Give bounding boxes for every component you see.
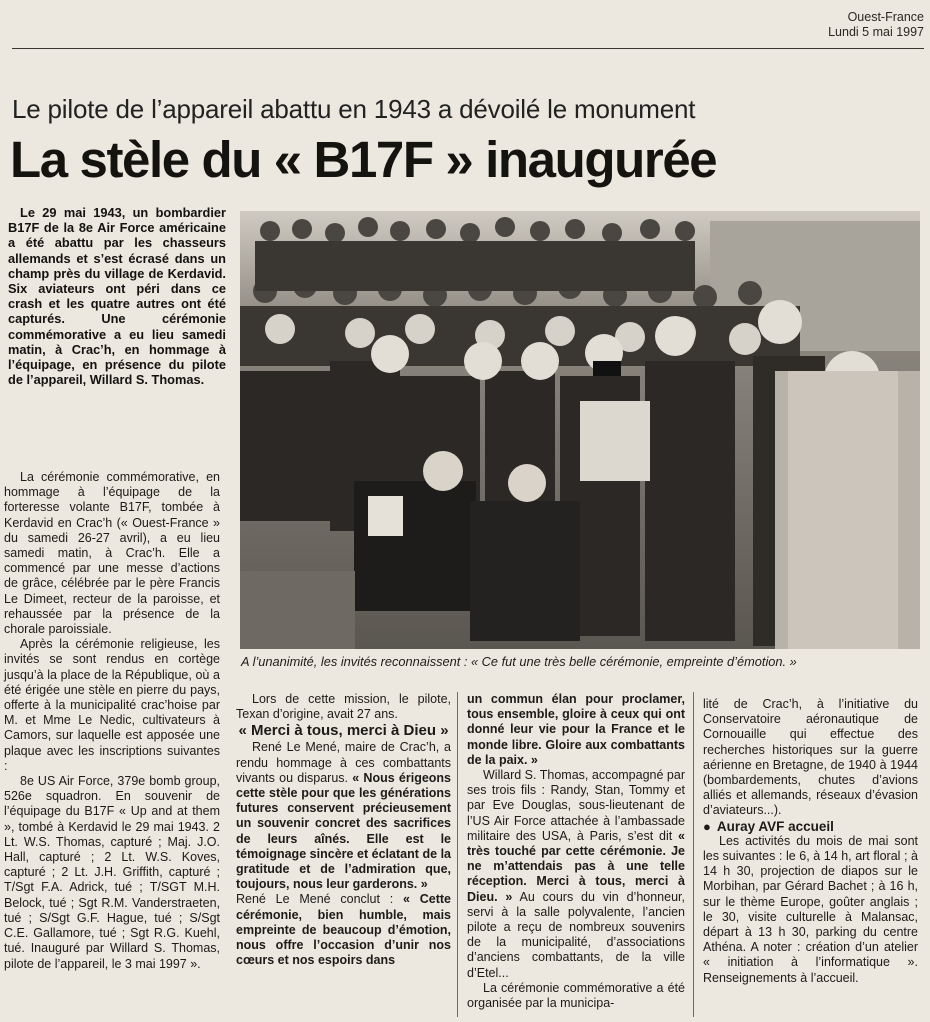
paragraph: Lors de cette mission, le pilote, Texan d’origine, avait 27 ans. [236,692,451,722]
article-column-1 [4,470,220,972]
headline: La stèle du « B17F » inaugurée [10,131,717,188]
quote-text: « Cette cérémonie, bien humble, mais empreinte de beaucoup d’émotion, nous offre l’occasion d’unir nos cœurs et nos espoirs dans [236,892,451,968]
paragraph: La cérémonie commémorative, en hommage à l’équipage de la forteresse volante B17F, tombée à Kerdavid en Crac’h (« Ouest-France » du samedi 26-27 avril), a eu lieu samedi matin, à Crac’h. Elle a commencé par une messe d’actions de grâce, célébrée par le père Francis Le Dimeet, recteur de la paroisse, et rehaussée par la présence de la chorale paroissiale. [4,470,220,637]
quote-text: « Nous érigeons cette stèle pour que les générations futures conservent précieusement un souvenir concret des sacrifices de leurs aînés. Elle est le témoignage sincère et éclatant de la gratitude et de l’admiration que, toujours, nous leur garderons. » [236,770,452,892]
subheading: « Merci à tous, merci à Dieu » [238,722,449,740]
top-rule [12,48,924,49]
column-divider [693,692,694,1017]
text-run: René Le Mené, maire de Crac’h, a rendu hommage à ces combattants vivants ou disparus. [236,740,451,785]
brief-title: Auray AVF accueil [716,818,834,834]
paragraph: La cérémonie commémorative a été organisée par la municipa- [467,980,685,1011]
paragraph: Les activités du mois de mai sont les suivantes : le 6, à 14 h, art floral ; à 14 h 30, projection de diapos sur le Morbihan, par Gérard Bachet ; à 16 h, sur le thème Europe, goûter anglais ; le 30, visite culturelle à Malansac, départ à 13 h 30, parking du centre Athéna. A noter : création d’un atelier « initiation à l’informatique ». Renseignements à l’accueil. [703,833,918,985]
paragraph: lité de Crac’h, à l’initiative du Conservatoire aéronautique de Cornouaille qui effectue des recherches historiques sur la guerre aérienne en Bretagne, de 1940 à 1944 (bombardements, chutes d’avions alliés et allemands, réseaux d’évasion d’aviateurs...). [703,697,918,818]
brief-heading [703,819,918,834]
plaque-inscription: 8e US Air Force, 379e bomb group, 526e squadron. En souvenir de l’équipage du B17F « Up and at them », tombé à Kerdavid le 29 mai 1943. 2 Lt. W.S. Thomas, capturé ; Maj. J.O. Hall, capturé ; 2 Lt. W.S. Koves, capturé ; 2 Lt. J.H. Griffith, capturé ; T/Sgt F.A. Adrick, tué ; T/SGT M.H. Belock, tué ; Sgt R.M. Vanderstraeten, tué ; S/Sgt G.F. Hague, tué ; S/Sgt C.E. Gallamore, tué ; Sgt R.G. Kuehl, tué. Inauguré par Willard S. Thomas, pilote de l’appareil, le 3 mai 1997 ». [4,774,220,971]
article-column-4 [703,697,918,986]
paragraph [236,892,451,968]
paragraph [236,740,451,892]
issue-date: Lundi 5 mai 1997 [828,25,924,39]
article-column-3 [467,692,685,1011]
column-divider [457,692,458,1017]
text-run: Willard S. Thomas, accompagné par ses trois fils : Randy, Stan, Tommy et par Eve Douglas, sous-lieutenant de l’US Air Force attachée à l’ambassade militaire des USA, à Paris, s’est dit [467,768,685,843]
quote-text: un commun élan pour proclamer, tous ensemble, gloire à ceux qui ont donné leur vie pour la France et le monde libre. Gloire aux combattants de la paix. » [467,692,685,767]
paragraph: Après la cérémonie religieuse, les invités se sont rendus en cortège jusqu’à la place de la République, où a été érigée une stèle en pierre du pays, offerte à la municipalité crac’hoise par M. et Mme Le Nedic, cultivateurs à Camors, sur laquelle est apposée une plaque avec les inscriptions suivantes : [4,637,220,773]
text-run: René Le Mené conclut : [236,892,404,907]
lede-paragraph: Le 29 mai 1943, un bombardier B17F de la 8e Air Force américaine a été abattu par les chasseurs allemands et s’est écrasé dans un champ près du village de Kerdavid. Six aviateurs ont péri dans ce crash et les quatre autres ont été capturés. Une cérémonie commémorative a eu lieu samedi matin, à Crac’h, en hommage à l’équipage, en présence du pilote de l’appareil, Willard S. Thomas. [8,205,226,388]
ceremony-photo [240,211,920,649]
text-run: Au cours du vin d’honneur, servi à la salle polyvalente, l’ancien pilote a reçu de nombreux souvenirs de la municipalité, d’associations d’anciens combattants, de la ville d’Etel... [467,889,685,980]
bullet-icon: ● [703,818,711,834]
quote-text: « très touché par cette cérémonie. Je ne m’attendais pas à une telle réception. Merci à tous, merci à Dieu. » [467,828,685,904]
masthead [828,10,924,40]
photo-caption: A l’unanimité, les invités reconnaissent : « Ce fut une très belle cérémonie, empreinte d’émotion. » [241,654,797,669]
kicker: Le pilote de l’appareil abattu en 1943 a dévoilé le monument [12,94,696,124]
newspaper-name: Ouest-France [847,10,924,24]
paragraph [467,768,685,981]
article-column-2 [236,692,451,968]
